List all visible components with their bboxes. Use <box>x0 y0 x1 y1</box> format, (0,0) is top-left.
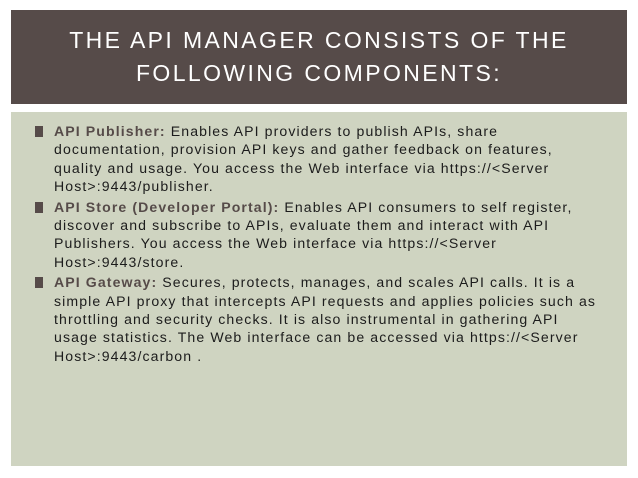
square-bullet-icon <box>35 126 43 137</box>
bullet-list <box>35 122 599 365</box>
bullet-text: Enables API providers to publish APIs, share documentation, provision API keys and gather feedback on features, quality and usage. You access the Web interface via https://<Server Host>:9443/publisher. <box>54 123 553 195</box>
slide-title: THE API MANAGER CONSISTS OF THE FOLLOWING COMPONENTS: <box>69 27 569 86</box>
bullet-term: API Publisher: <box>54 123 166 139</box>
bullet-item-api-store <box>35 198 599 272</box>
bullet-text: Enables API consumers to self register, discover and subscribe to APIs, evaluate them and interact with API Publishers. You access the Web interface via https://<Server Host>:9443/store. <box>54 198 573 270</box>
bullet-item-api-gateway <box>35 273 599 365</box>
title-bar <box>11 10 627 104</box>
bullet-item-api-publisher <box>35 122 599 196</box>
bullet-term: API Store (Developer Portal): <box>54 198 280 215</box>
bullet-text: Secures, protects, manages, and scales API calls. It is a simple API proxy that intercepts API requests and applies policies such as throttling and security checks. It is also instrumental in gathering API usage statistics. The Web interface can be accessed via https://<Server Host>:9443/carbon . <box>54 274 597 364</box>
bullet-term: API Gateway: <box>54 274 158 291</box>
content-box <box>11 112 627 466</box>
square-bullet-icon <box>35 202 43 213</box>
square-bullet-icon <box>35 277 43 288</box>
